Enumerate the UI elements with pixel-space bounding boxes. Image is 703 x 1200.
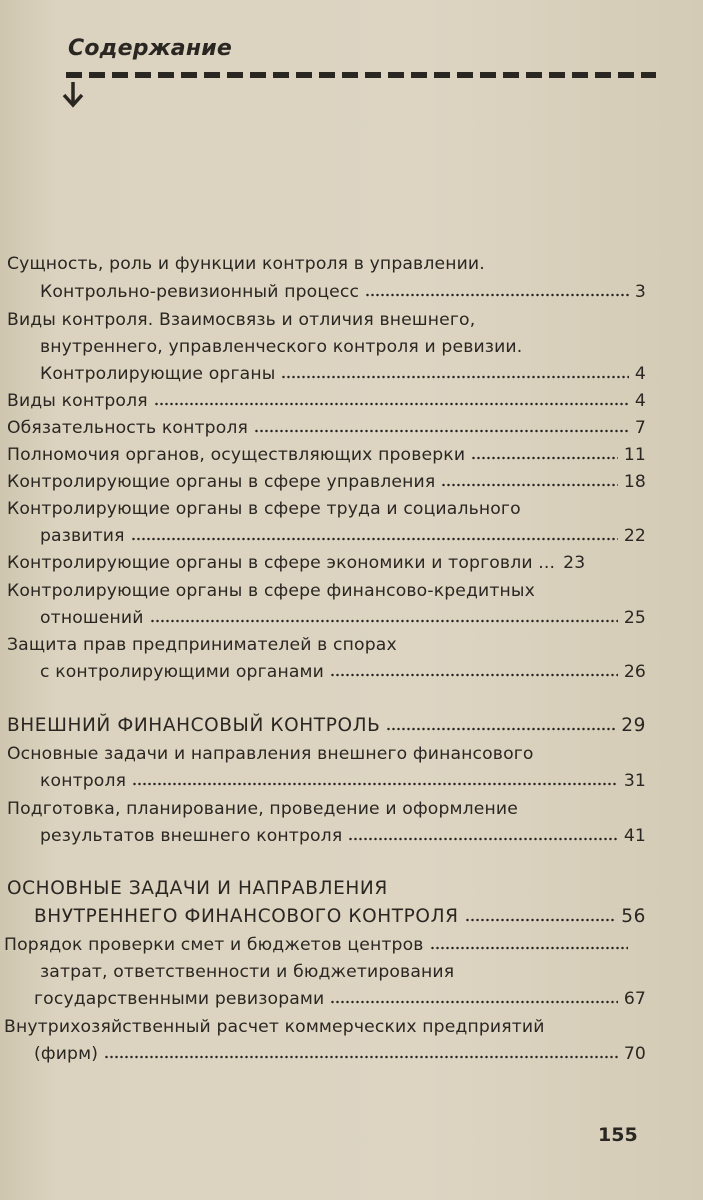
- toc-page-number: 70: [623, 1044, 646, 1064]
- toc-entry-line: Внутрихозяйственный расчет коммерческих предприятий: [4, 1017, 545, 1037]
- dot-leader: [441, 483, 618, 487]
- toc-entry[interactable]: [40, 608, 646, 628]
- toc-entry-line: Контролирующие органы в сфере труда и социального: [7, 499, 521, 519]
- toc-entry-line: Контролирующие органы: [40, 364, 276, 384]
- dot-leader: [150, 619, 618, 623]
- footer-page-number: 155: [598, 1124, 638, 1146]
- toc-entry-line: отношений: [40, 608, 144, 628]
- toc-entry-line: результатов внешнего контроля: [40, 826, 343, 846]
- toc-page-number: 56: [621, 906, 646, 927]
- toc-entry-line: с контролирующими органами: [40, 662, 324, 682]
- toc-entry-line: Контрольно-ревизионный процесс: [40, 282, 360, 302]
- toc-entry[interactable]: [34, 1044, 646, 1064]
- toc-page-number: 3: [634, 282, 646, 302]
- toc-entry-line: (фирм): [34, 1044, 99, 1064]
- toc-entry-line: затрат, ответственности и бюджетирования: [40, 962, 455, 982]
- dot-leader: [430, 946, 628, 950]
- dot-leader: [330, 1000, 617, 1004]
- toc-entry-line: Контролирующие органы в сфере финансово-кредитных: [7, 581, 535, 601]
- toc-entry[interactable]: [7, 445, 646, 465]
- toc-entry[interactable]: [40, 771, 646, 791]
- toc-page-number: 41: [623, 826, 646, 846]
- toc-page-number: 29: [621, 715, 646, 736]
- toc-entry[interactable]: [7, 472, 646, 492]
- toc-section[interactable]: [34, 906, 646, 927]
- dot-leader: [348, 837, 618, 841]
- toc-page-number: 4: [634, 364, 646, 384]
- toc-entry[interactable]: [40, 364, 646, 384]
- dot-leader: [154, 402, 629, 406]
- toc-entry[interactable]: [40, 526, 646, 546]
- toc-entry-line: Контролирующие органы в сфере управления: [7, 472, 436, 492]
- toc-page-number: 11: [623, 445, 646, 465]
- toc-page-number: 23: [563, 553, 586, 573]
- dot-leader: [330, 673, 618, 677]
- toc-entry-line: Обязательность контроля: [7, 418, 248, 438]
- page-title: Содержание: [68, 36, 232, 61]
- toc-entry[interactable]: [40, 662, 646, 682]
- toc-entry-line: внутреннего, управленческого контроля и ревизии.: [40, 337, 523, 357]
- toc-section-title: ОСНОВНЫЕ ЗАДАЧИ И НАПРАВЛЕНИЯ: [7, 878, 388, 899]
- dot-leader: [132, 782, 618, 786]
- dot-leader: [254, 429, 629, 433]
- toc-page-number: 4: [634, 391, 646, 411]
- dot-leader: [131, 537, 618, 541]
- toc-page-number: 67: [623, 989, 646, 1009]
- toc-section-title: ВНУТРЕННЕГО ФИНАНСОВОГО КОНТРОЛЯ: [34, 906, 459, 927]
- toc-entry[interactable]: [7, 418, 646, 438]
- toc-entry[interactable]: [40, 282, 646, 302]
- toc-page-number: 22: [623, 526, 646, 546]
- toc-entry-line: Основные задачи и направления внешнего финансового: [7, 744, 534, 764]
- toc-entry[interactable]: [34, 989, 646, 1009]
- dot-leader: [386, 727, 615, 731]
- toc-entry-line: Сущность, роль и функции контроля в управлении.: [7, 254, 485, 274]
- dot-leader: [104, 1055, 618, 1059]
- toc-page-number: 7: [634, 418, 646, 438]
- toc-entry-line: Виды контроля. Взаимосвязь и отличия внешнего,: [7, 310, 476, 330]
- toc-page-number: 18: [623, 472, 646, 492]
- toc-entry[interactable]: [7, 553, 646, 573]
- dot-leader: [465, 918, 616, 922]
- dot-leader: [365, 293, 629, 297]
- toc-entry-line: развития: [40, 526, 125, 546]
- dot-leader: [471, 456, 618, 460]
- toc-page-number: 25: [623, 608, 646, 628]
- dot-leader: [281, 375, 628, 379]
- toc-section[interactable]: [7, 715, 646, 736]
- toc-entry-line: Полномочия органов, осуществляющих проверки: [7, 445, 466, 465]
- toc-entry-line: Виды контроля: [7, 391, 148, 411]
- toc-entry-line: Подготовка, планирование, проведение и оформление: [7, 799, 518, 819]
- toc-entry[interactable]: [40, 826, 646, 846]
- toc-entry-line: контроля: [40, 771, 127, 791]
- toc-page-number: 31: [623, 771, 646, 791]
- toc-section-title: ВНЕШНИЙ ФИНАНСОВЫЙ КОНТРОЛЬ: [7, 715, 381, 736]
- toc-entry-line: Порядок проверки смет и бюджетов центров: [4, 935, 424, 955]
- toc-entry[interactable]: [7, 391, 646, 411]
- toc-page-number: 26: [623, 662, 646, 682]
- toc-entry-line: Контролирующие органы в сфере экономики и торговли ...: [7, 553, 556, 573]
- toc-entry-line: государственными ревизорами: [34, 989, 325, 1009]
- toc-entry-first-line: [4, 935, 634, 955]
- toc-entry-line: Защита прав предпринимателей в спорах: [7, 635, 397, 655]
